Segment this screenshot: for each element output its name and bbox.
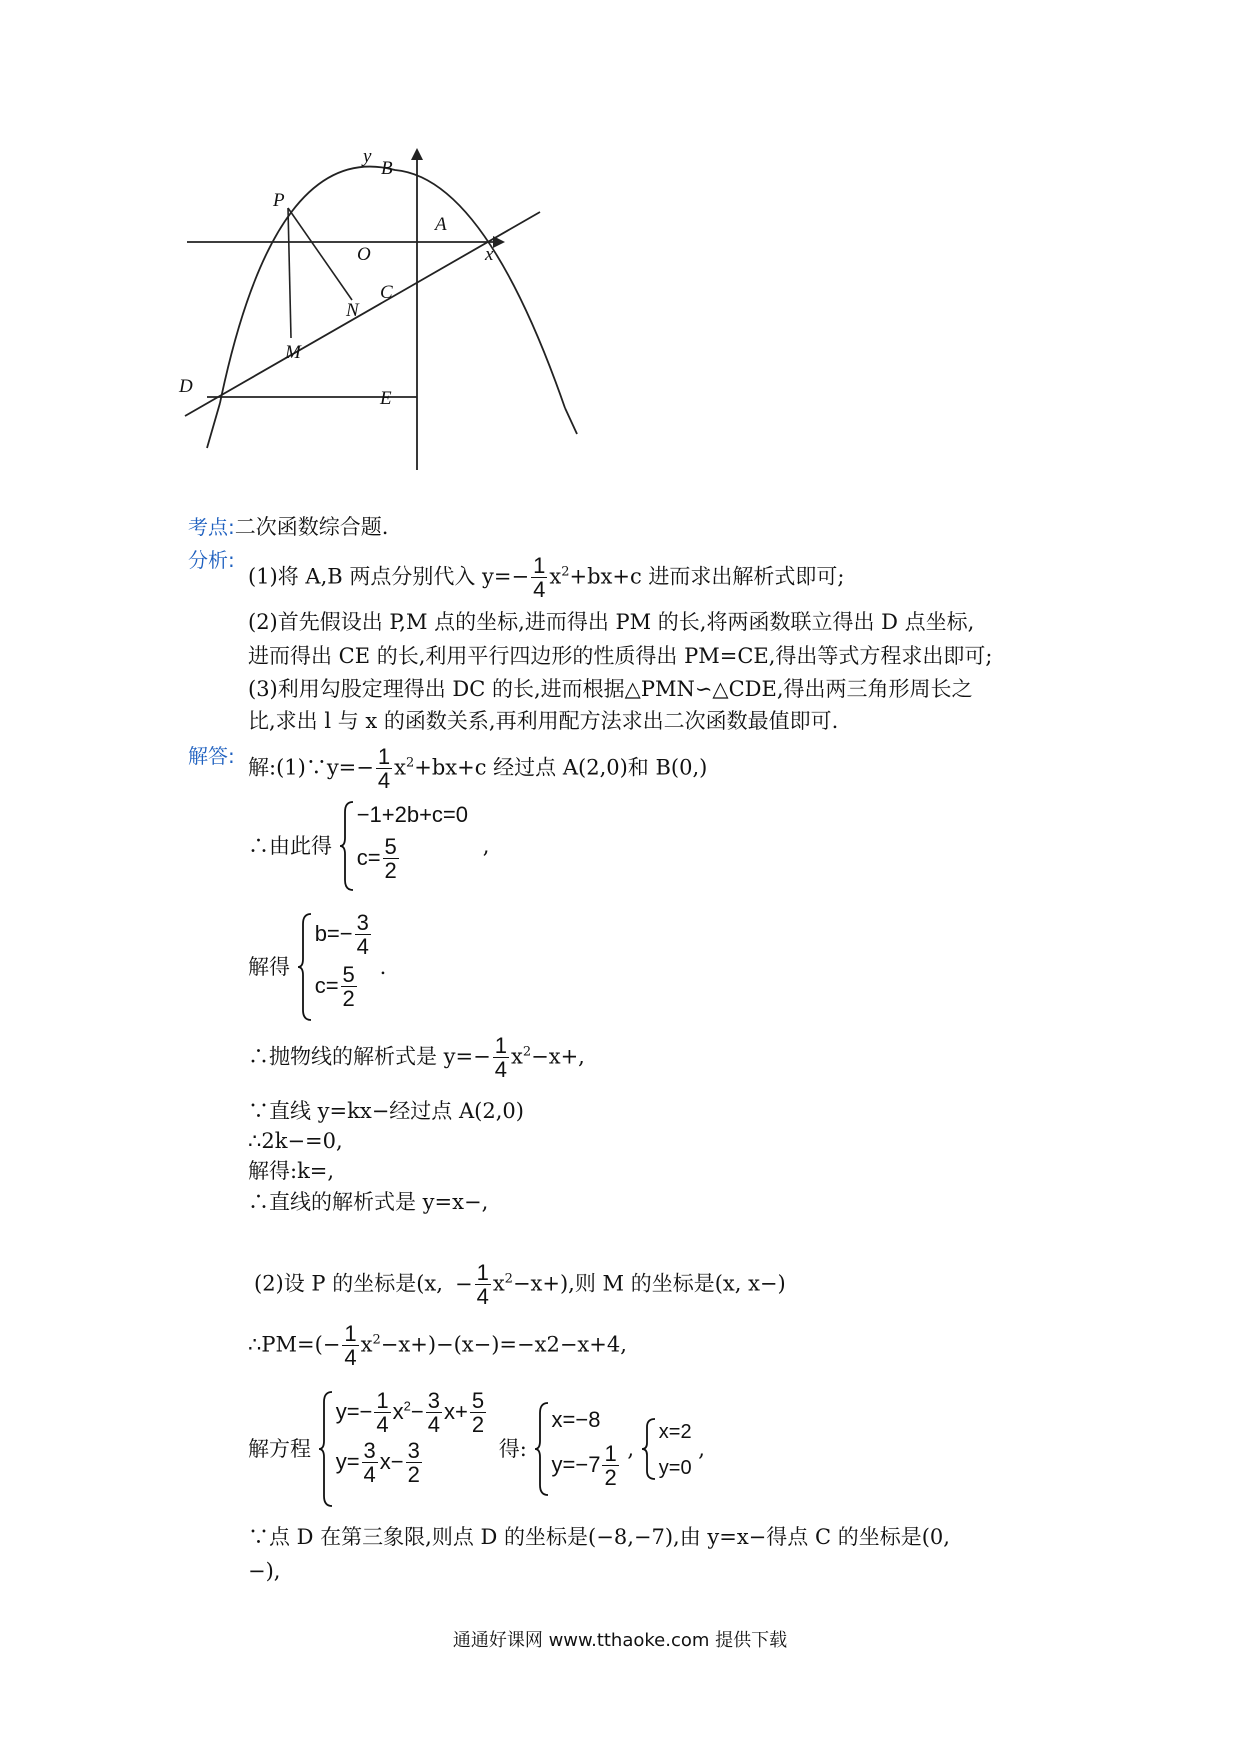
jieda-step-4: ∴抛物线的解析式是 y=− $\frac{1}{4}$ $x^2-x+$,: [248, 1033, 585, 1082]
parabola-figure: [179, 146, 580, 473]
jieda-step-8: ∴直线的解析式是 y=x−,: [248, 1190, 489, 1214]
jieda-step-1: 解:(1)∵y=− $\frac{1}{4}$ $x^2+bx+c$ 经过点 A(2,0)和 B(0,): [248, 744, 708, 793]
label-y: y: [363, 146, 372, 167]
solution-1-row-1: x=−8: [551, 1407, 601, 1432]
fenxi-line-1: [248, 555, 845, 601]
jieda-d-line-1: ∵点 D 在第三象限,则点 D 的坐标是(−8,−7),由 y=x−得点 C 的坐标是(0,: [248, 1525, 950, 1549]
label-m: M: [285, 342, 301, 363]
fenxi-line-2: (2)首先假设出 P,M 点的坐标,进而得出 PM 的长,将两函数联立得出 D 点坐标,: [248, 610, 975, 634]
jieda-step-3: 解得 b=− $\frac{3}{4}$ c= $\frac{5}{2}$ .: [248, 912, 386, 1022]
fenxi-l1-frac: $\frac{1}{4}$: [533, 553, 546, 602]
jieda-d-line-2: −),: [248, 1559, 281, 1583]
segment-pn: [288, 208, 352, 300]
kaodian-line: [188, 512, 388, 542]
fenxi-label: 分析:: [188, 548, 235, 572]
system-1-row-1: −1+2b+c=0: [356, 802, 469, 827]
label-a: A: [435, 214, 447, 235]
label-c: C: [380, 282, 393, 303]
label-n: N: [346, 300, 359, 321]
fenxi-l1-x: x: [549, 564, 562, 589]
page-footer: 通通好课网 www.tthaoke.com 提供下载: [452, 1630, 788, 1651]
jieda-pm-line: ∴PM=(− $\frac{1}{4}$ $x^2-x+)-(x-)=-x2-x+4$,: [248, 1321, 627, 1370]
jieda-step-7: 解得:k=,: [248, 1159, 335, 1183]
kaodian-label: 考点:: [188, 515, 235, 539]
fenxi-l1-post: +bx+c 进而求出解析式即可;: [569, 564, 845, 589]
system-2: [297, 912, 373, 1022]
fenxi-line-5: 比,求出 l 与 x 的函数关系,再利用配方法求出二次函数最值即可.: [248, 709, 839, 733]
kaodian-text: 二次函数综合题.: [234, 515, 389, 539]
jieda-s1-frac: $\frac{1}{4}$: [377, 744, 391, 793]
solution-2: [641, 1417, 692, 1481]
parabola-left-tail: [207, 403, 220, 448]
system-2-row-2: c= $\frac{5}{2}$: [314, 962, 355, 1011]
label-x: x: [485, 244, 494, 265]
jieda-step-5: ∵直线 y=kx−经过点 A(2,0): [248, 1099, 524, 1123]
label-b: B: [381, 158, 393, 179]
fenxi-l1-minus: −: [511, 564, 530, 589]
system-3-row-1: y=− $\frac{1}{4}$ $x^2-$ $\frac{3}{4}$ x+ $\frac{5}{2}$: [335, 1388, 485, 1437]
label-e: E: [380, 388, 392, 409]
label-d: D: [179, 376, 193, 397]
jieda-step-2: ∴由此得 −1+2b+c=0 c= $\frac{5}{2}$ ,: [248, 800, 489, 892]
solution-1-row-2: y=−7 $\frac{1}{2}$: [551, 1441, 617, 1490]
jieda-part2-line: (2)设 P 的坐标是(x, − $\frac{1}{4}$ $x^2-x+$),则 M 的坐标是(x, x−): [254, 1260, 786, 1309]
y-axis-arrow: [411, 148, 423, 160]
segment-pm: [288, 208, 291, 338]
system-3-row-2: y= $\frac{3}{4}$ x− $\frac{3}{2}$: [335, 1438, 420, 1487]
jieda-step-6: ∴2k−=0,: [248, 1129, 343, 1153]
solution-2-row-2: y=0: [658, 1457, 692, 1479]
label-o: O: [357, 244, 371, 265]
label-p: P: [273, 190, 285, 211]
parabola-right-tail: [565, 408, 577, 434]
fenxi-l1-sup: 2: [561, 564, 570, 580]
system-2-row-1: b=− $\frac{3}{4}$: [314, 910, 369, 959]
jieda-equation-system: 解方程 y=− $\frac{1}{4}$ $x^2-$ $\frac{3}{4}$ x+ $\frac{5}{2}$ y= $\frac{3}{4}$ x− $\frac{3}{2}$ 得: x=−8 y=−7 $\frac{1}{2}$ , x=2 y=0 ,: [248, 1390, 705, 1508]
system-3: [318, 1390, 488, 1508]
system-1-row-2: c= $\frac{5}{2}$: [356, 834, 397, 883]
fenxi-line-3: 进而得出 CE 的长,利用平行四边形的性质得出 PM=CE,得出等式方程求出即可;: [248, 644, 993, 668]
jieda-label: 解答:: [188, 744, 235, 768]
solution-2-row-1: x=2: [658, 1421, 692, 1443]
system-1: [339, 800, 468, 892]
solution-1: [534, 1401, 621, 1497]
fenxi-line-4: (3)利用勾股定理得出 DC 的长,进而根据△PMN∽△CDE,得出两三角形周长之: [248, 677, 973, 701]
fenxi-l1-pre: (1)将 A,B 两点分别代入 y=: [248, 564, 512, 589]
